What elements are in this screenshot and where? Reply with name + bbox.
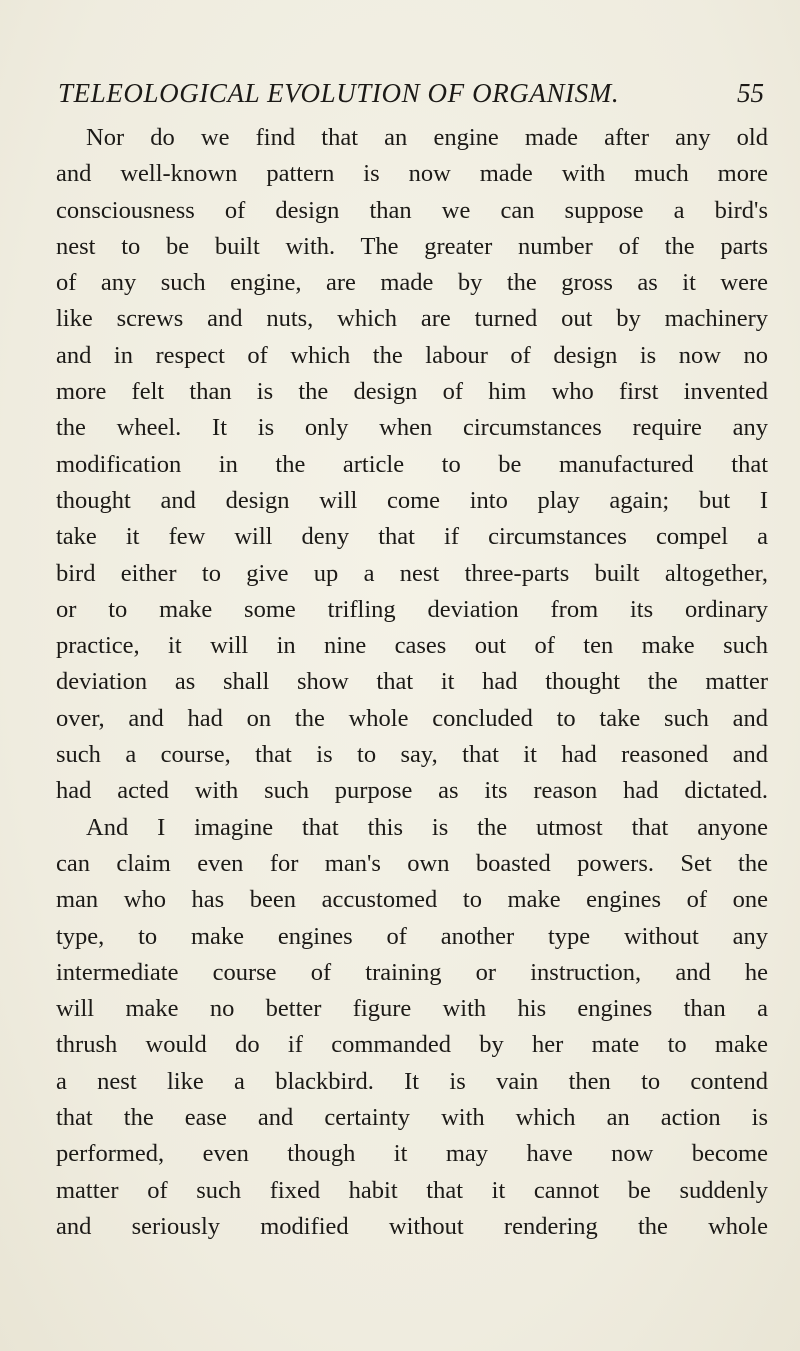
text-line: thought and design will come into play again; but I (56, 486, 768, 514)
text-line: intermediate course of training or instruction, and he (56, 958, 768, 986)
text-line: will make no better figure with his engines than a (56, 995, 768, 1023)
text-line: and in respect of which the labour of design is now no (56, 341, 768, 369)
text-line: deviation as shall show that it had thought the matter (56, 668, 768, 696)
running-head: TELEOLOGICAL EVOLUTION OF ORGANISM. (58, 78, 620, 108)
text-line: practice, it will in nine cases out of ten make such (56, 632, 768, 660)
text-line: nest to be built with. The greater number of the parts (56, 232, 768, 260)
text-line: more felt than is the design of him who first invented (56, 378, 768, 406)
text-line: such a course, that is to say, that it had reasoned and (56, 741, 768, 769)
text-line: And I imagine that this is the utmost that anyone (86, 813, 768, 841)
text-line: take it few will deny that if circumstances compel a (56, 523, 768, 551)
text-line: the wheel. It is only when circumstances require any (56, 414, 768, 442)
body-text (56, 120, 768, 1245)
text-line: over, and had on the whole concluded to take such and (56, 704, 768, 732)
text-line: thrush would do if commanded by her mate to make (56, 1031, 768, 1059)
text-line: and well-known pattern is now made with much more (56, 160, 768, 188)
text-line: of any such engine, are made by the gross as it were (56, 269, 768, 297)
text-line: can claim even for man's own boasted powers. Set the (56, 849, 768, 877)
text-line: performed, even though it may have now become (56, 1140, 768, 1168)
text-line: consciousness of design than we can suppose a bird's (56, 196, 768, 224)
text-line: or to make some trifling deviation from its ordinary (56, 595, 768, 623)
page-number: 55 (737, 78, 764, 108)
page-header (58, 78, 764, 114)
text-line: man who has been accustomed to make engines of one (56, 886, 768, 914)
text-line: matter of such fixed habit that it cannot be suddenly (56, 1176, 768, 1204)
text-line: and seriously modified without rendering the whole (56, 1212, 768, 1240)
text-line: a nest like a blackbird. It is vain then to contend (56, 1067, 768, 1095)
text-line: type, to make engines of another type without any (56, 922, 768, 950)
text-line: that the ease and certainty with which an action is (56, 1104, 768, 1132)
text-line: bird either to give up a nest three-parts built altogether, (56, 559, 768, 587)
text-line: like screws and nuts, which are turned out by machinery (56, 305, 768, 333)
text-line: modification in the article to be manufactured that (56, 450, 768, 478)
text-line: Nor do we find that an engine made after any old (86, 124, 768, 151)
text-line: had acted with such purpose as its reason had dictated. (56, 777, 768, 805)
